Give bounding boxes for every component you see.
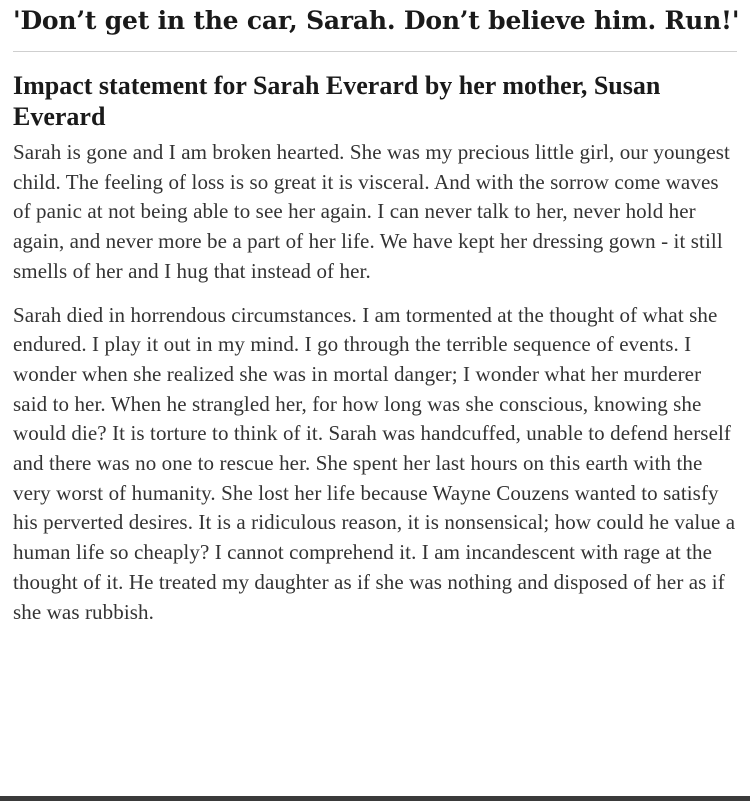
paragraph: Sarah is gone and I am broken hearted. She was my precious little girl, our youngest child. The feeling of loss is so great it is visceral. And with the sorrow come waves of panic at not being able to see her again. I can never talk to her, never hold her again, and never more be a part of her life. We have kept her dressing gown - it still smells of her and I hug that instead of her.: [13, 140, 730, 283]
divider: [13, 51, 737, 52]
article-subheading: Impact statement for Sarah Everard by her mother, Susan Everard: [13, 71, 661, 131]
article-headline: 'Don’t get in the car, Sarah. Don’t believe him. Run!': [13, 6, 740, 35]
paragraph: Sarah died in horrendous circumstances. I am tormented at the thought of what she endured. I play it out in my mind. I go through the terrible sequence of events. I wonder when she realized she was in mortal danger; I wonder what her murderer said to her. When he strangled her, for how long was she conscious, knowing she would die? It is torture to think of it. Sarah was handcuffed, unable to defend herself and there was no one to rescue her. She spent her last hours on this earth with the very worst of humanity. She lost her life because Wayne Couzens wanted to satisfy his perverted desires. It is a ridiculous reason, it is nonsensical; how could he value a human life so cheaply? I cannot comprehend it. I am incandescent with rage at the thought of it. He treated my daughter as if she was nothing and disposed of her as if she was rubbish.: [13, 302, 736, 624]
bottom-edge-bar: [0, 796, 750, 801]
